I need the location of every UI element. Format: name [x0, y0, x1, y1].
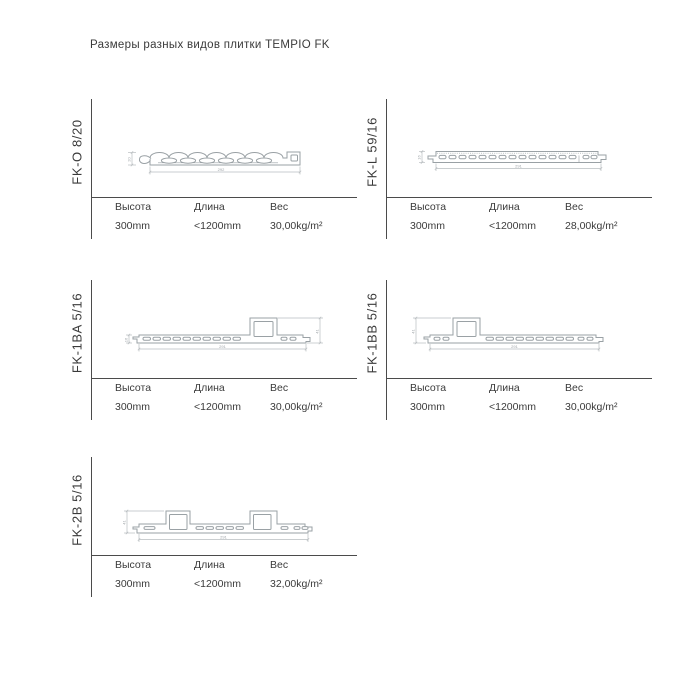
col-header-length: Длина [194, 559, 225, 571]
section-fk-o [60, 97, 360, 245]
height-dimension [124, 334, 133, 344]
svg-text:16: 16 [123, 337, 129, 343]
horizontal-rule [386, 378, 652, 379]
section-label: FK-1BB 5/16 [364, 292, 380, 374]
value-length: <1200mm [489, 401, 536, 413]
col-header-height: Высота [115, 559, 152, 571]
section-label: FK-2B 5/16 [69, 474, 85, 546]
col-header-weight: Вес [270, 559, 289, 571]
svg-text:291: 291 [515, 163, 522, 169]
value-height: 300mm [115, 220, 151, 232]
value-weight: 30,00kg/m² [270, 220, 323, 232]
section-fk-l [355, 97, 655, 245]
length-dimension [138, 344, 307, 352]
col-header-length: Длина [489, 382, 520, 394]
col-header-length: Длина [489, 201, 520, 213]
profile-left-hook [139, 156, 151, 164]
svg-text:16: 16 [416, 155, 422, 160]
col-header-height: Высота [115, 382, 152, 394]
horizontal-rule [91, 197, 357, 198]
value-height: 300mm [410, 401, 446, 413]
value-length: <1200mm [194, 578, 241, 590]
col-header-height: Высота [115, 201, 152, 213]
height-dimension [127, 151, 137, 166]
value-weight: 32,00kg/m² [270, 578, 323, 590]
length-dimension [149, 167, 301, 175]
col-header-height: Высота [410, 201, 447, 213]
vertical-rule [91, 99, 92, 239]
section-label: FK-1BA 5/16 [69, 292, 85, 374]
col-header-height: Высота [410, 382, 447, 394]
length-dimension [435, 163, 602, 171]
svg-text:291: 291 [511, 343, 518, 349]
length-dimension [138, 534, 309, 542]
vertical-rule [386, 280, 387, 420]
section-label: FK-O 8/20 [69, 119, 85, 185]
mount-box [457, 322, 476, 337]
value-height: 300mm [410, 220, 446, 232]
value-height: 300mm [115, 401, 151, 413]
value-length: <1200mm [194, 401, 241, 413]
value-length: <1200mm [194, 220, 241, 232]
vertical-rule [91, 280, 92, 420]
vertical-rule [91, 457, 92, 597]
tile-profile-drawing-fk-l [415, 143, 615, 175]
horizontal-rule [386, 197, 652, 198]
svg-text:20: 20 [126, 157, 132, 162]
svg-text:41: 41 [410, 329, 416, 334]
col-header-weight: Вес [270, 201, 289, 213]
horizontal-rule [91, 555, 357, 556]
value-weight: 28,00kg/m² [565, 220, 618, 232]
value-weight: 30,00kg/m² [565, 401, 618, 413]
tile-profile-drawing-fk-1bb [407, 306, 617, 358]
section-fk-2b [60, 455, 360, 603]
horizontal-rule [91, 378, 357, 379]
tile-profile-drawing-fk-1ba [118, 306, 328, 358]
col-header-weight: Вес [270, 382, 289, 394]
section-fk-1ba [60, 278, 360, 426]
value-weight: 30,00kg/m² [270, 401, 323, 413]
mount-box-left [170, 515, 188, 530]
end-slot [291, 155, 298, 161]
col-header-weight: Вес [565, 382, 584, 394]
value-length: <1200mm [489, 220, 536, 232]
length-dimension [429, 344, 600, 352]
vertical-rule [386, 99, 387, 239]
svg-text:41: 41 [121, 520, 127, 525]
svg-text:291: 291 [220, 534, 227, 540]
value-height: 300mm [115, 578, 151, 590]
section-label: FK-L 59/16 [364, 117, 380, 187]
mount-box-right [254, 515, 272, 530]
mount-box [254, 322, 273, 337]
svg-text:291: 291 [219, 343, 226, 349]
page-title: Размеры разных видов плитки TEMPIO FK [90, 39, 330, 51]
col-header-weight: Вес [565, 201, 584, 213]
height-dimension [417, 150, 426, 163]
svg-text:292: 292 [217, 166, 225, 172]
tile-profile-drawing-fk-o [120, 143, 315, 181]
col-header-length: Длина [194, 201, 225, 213]
tile-profile-drawing-fk-2b [118, 490, 328, 546]
section-fk-1bb [355, 278, 655, 426]
svg-text:41: 41 [314, 329, 320, 334]
col-header-length: Длина [194, 382, 225, 394]
